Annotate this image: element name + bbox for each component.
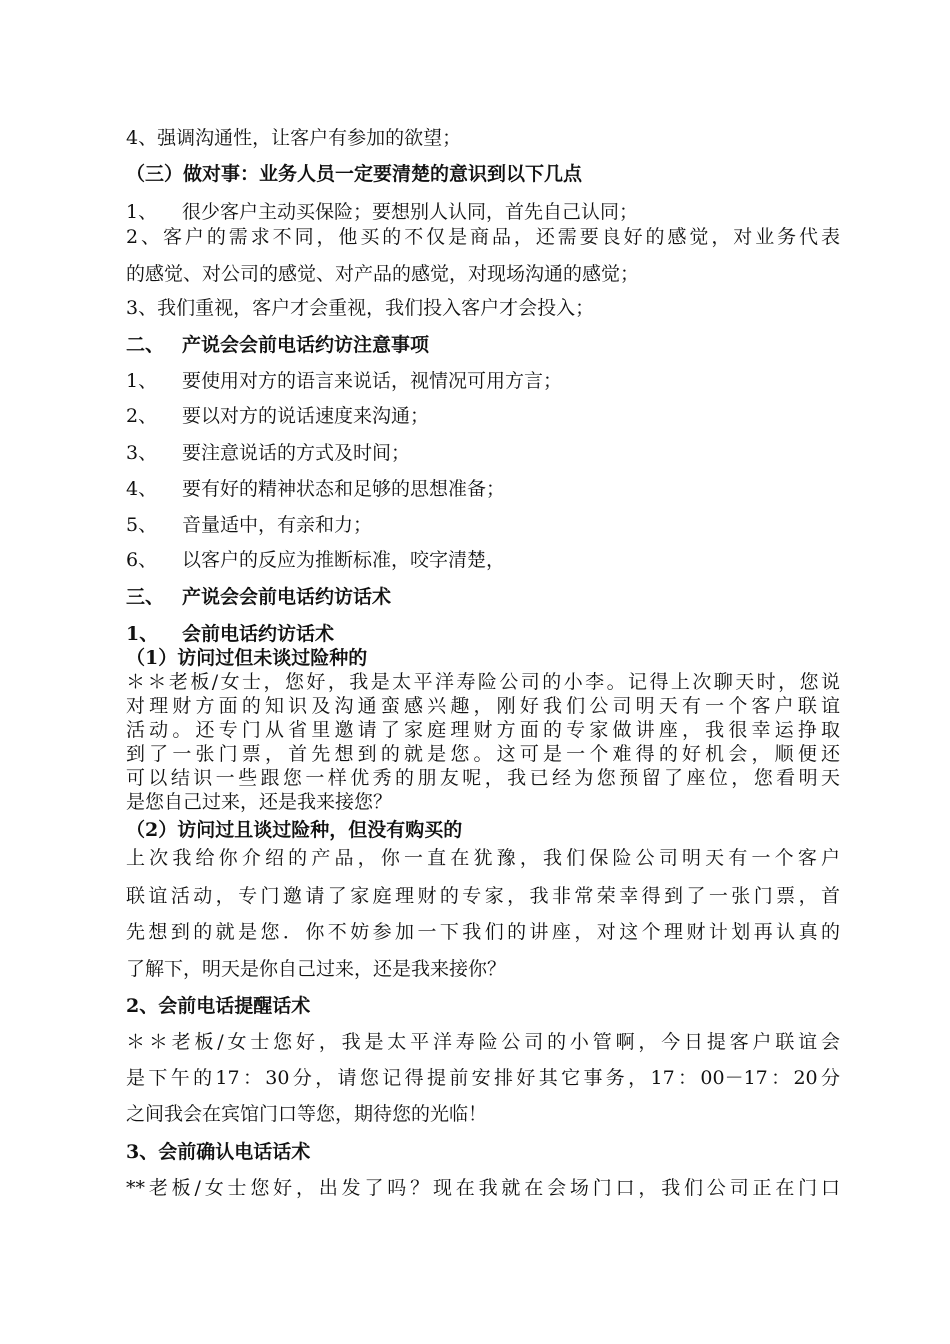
paragraph-line — [126, 957, 840, 981]
paragraph-line — [126, 694, 840, 718]
line-text: 了解下，明天是你自己过来，还是我来接你？ — [126, 958, 507, 980]
line-text: 先想到的就是您．你不妨参加一下我们的讲座，对这个理财计划再认真的 — [126, 921, 840, 943]
heading-text: 产说会会前电话约访注意事项 — [182, 334, 430, 356]
subsection-heading — [126, 1140, 840, 1164]
heading-text: 2、会前电话提醒话术 — [126, 995, 311, 1017]
line-text: 要注意说话的方式及时间； — [182, 442, 411, 464]
line-text: 3、我们重视，客户才会重视，我们投入客户才会投入； — [126, 297, 595, 319]
paragraph-line — [126, 846, 840, 870]
line-text: 4、强调沟通性，让客户有参加的欲望； — [126, 127, 462, 149]
subsection-heading — [126, 646, 840, 670]
list-item — [126, 548, 840, 572]
item-number: 6、 — [126, 549, 158, 571]
subsection-heading — [126, 622, 840, 646]
line-text: 是下午的17：30分，请您记得提前安排好其它事务，17：00－17：20分 — [126, 1067, 840, 1089]
heading-text: （2）访问过且谈过险种，但没有购买的 — [126, 819, 463, 841]
heading-text: 3、会前确认电话话术 — [126, 1141, 311, 1163]
section-heading — [126, 162, 840, 186]
list-item — [126, 404, 840, 428]
line-text: **老板/女士您好，出发了吗？现在我就在会场门口，我们公司正在门口 — [126, 1177, 840, 1199]
list-item — [126, 126, 840, 150]
heading-text: （三）做对事：业务人员一定要清楚的意识到以下几点 — [126, 163, 583, 185]
heading-text: 产说会会前电话约访话术 — [182, 586, 392, 608]
paragraph-line — [126, 1102, 840, 1126]
line-text: 是您自己过来，还是我来接您？ — [126, 791, 393, 813]
line-text: ＊＊老板/女士，您好，我是太平洋寿险公司的小李。记得上次聊天时，您说 — [126, 671, 840, 693]
section-heading — [126, 333, 840, 357]
paragraph-line — [126, 790, 840, 814]
line-text: 的感觉、对公司的感觉、对产品的感觉，对现场沟通的感觉； — [126, 263, 640, 285]
line-text: 到了一张门票，首先想到的就是您。这可是一个难得的好机会，顺便还 — [126, 743, 840, 765]
paragraph-line — [126, 1030, 840, 1054]
line-text: 上次我给你介绍的产品，你一直在犹豫，我们保险公司明天有一个客户 — [126, 847, 840, 869]
paragraph-line — [126, 742, 840, 766]
line-text: 可以结识一些跟您一样优秀的朋友呢，我已经为您预留了座位，您看明天 — [126, 767, 840, 789]
line-text: 要使用对方的语言来说话，视情况可用方言； — [182, 370, 563, 392]
subsection-heading — [126, 818, 840, 842]
paragraph-line — [126, 262, 840, 286]
paragraph-line — [126, 766, 840, 790]
line-text: ＊＊老板/女士您好，我是太平洋寿险公司的小管啊，今日提客户联谊会 — [126, 1031, 840, 1053]
line-text: 活动。还专门从省里邀请了家庭理财方面的专家做讲座，我很幸运挣取 — [126, 719, 840, 741]
subsection-heading — [126, 994, 840, 1018]
paragraph-line — [126, 1066, 840, 1090]
paragraph-line — [126, 884, 840, 908]
item-number: 4、 — [126, 478, 158, 500]
item-number: 5、 — [126, 514, 158, 536]
line-text: 要有好的精神状态和足够的思想准备； — [182, 478, 506, 500]
list-item — [126, 513, 840, 537]
line-text: 要以对方的说话速度来沟通； — [182, 405, 430, 427]
list-item — [126, 369, 840, 393]
item-number: 1、 — [126, 623, 159, 645]
heading-text: 会前电话约访话术 — [182, 623, 335, 645]
list-item — [126, 441, 840, 465]
paragraph-line — [126, 670, 840, 694]
item-number: 1、 — [126, 201, 158, 223]
line-text: 以客户的反应为推断标准，咬字清楚， — [182, 549, 506, 571]
paragraph-line — [126, 718, 840, 742]
item-number: 1、 — [126, 370, 158, 392]
item-number: 3、 — [126, 442, 158, 464]
paragraph-line — [126, 225, 840, 249]
item-number: 2、 — [126, 405, 158, 427]
line-text: 音量适中，有亲和力； — [182, 514, 373, 536]
line-text: 联谊活动，专门邀请了家庭理财的专家，我非常荣幸得到了一张门票，首 — [126, 885, 840, 907]
line-text: 之间我会在宾馆门口等您，期待您的光临！ — [126, 1103, 488, 1125]
list-item — [126, 477, 840, 501]
paragraph-line — [126, 920, 840, 944]
section-heading — [126, 585, 840, 609]
section-number: 三、 — [126, 586, 165, 608]
heading-text: （1）访问过但未谈过险种的 — [126, 647, 368, 669]
list-item — [126, 200, 840, 224]
line-text: 很少客户主动买保险；要想别人认同，首先自己认同； — [182, 201, 639, 223]
section-number: 二、 — [126, 334, 165, 356]
paragraph-line — [126, 1176, 840, 1200]
line-text: 2、客户的需求不同，他买的不仅是商品，还需要良好的感觉，对业务代表 — [126, 226, 840, 248]
list-item — [126, 296, 840, 320]
line-text: 对理财方面的知识及沟通蛮感兴趣，刚好我们公司明天有一个客户联谊 — [126, 695, 840, 717]
